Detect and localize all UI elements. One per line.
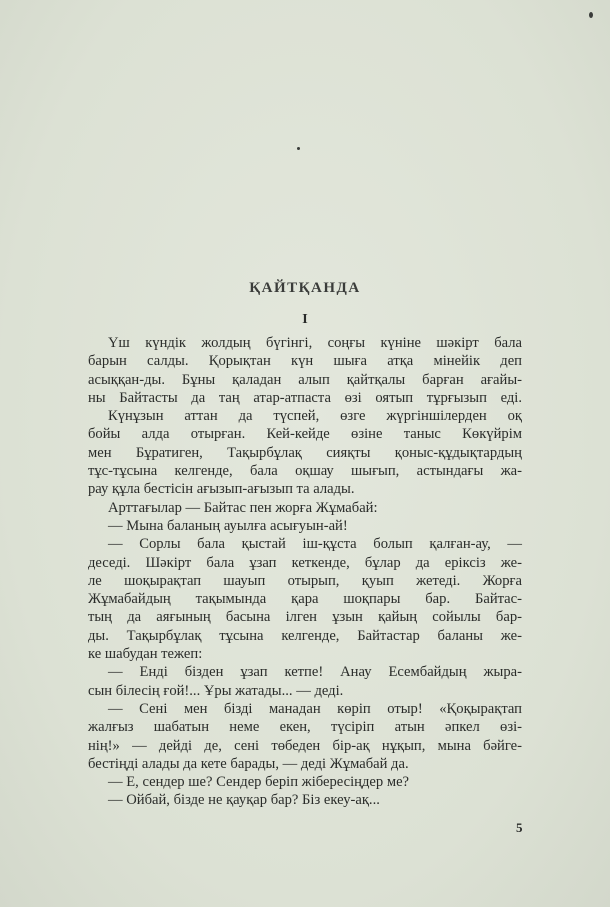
text-line: — Сені мен бізді манадан көріп отыр! «Қоқырақтап bbox=[108, 700, 522, 717]
body-text bbox=[88, 334, 522, 810]
chapter-title: ҚАЙТҚАНДА bbox=[249, 280, 361, 296]
text-line: деседі. Шәкірт бала ұзап кеткенде, бұлар да еріксіз же- bbox=[88, 554, 522, 571]
text-line: мен Бұратиген, Тақырбұлақ сияқты қоныс-құдықтардың bbox=[88, 444, 522, 461]
section-number: I bbox=[302, 312, 308, 327]
text-line: ны Байтасты да таң атар-атпаста өзі оятып тұрғызып еді. bbox=[88, 389, 522, 406]
text-line: тың да аяғының басына ілген ұзын қайың сойылы бар- bbox=[88, 609, 522, 626]
text-line: рау құла бестісін ағызып-ағызып та алады. bbox=[88, 481, 355, 498]
text-line: — Ойбай, бізде не қауқар бар? Біз екеу-ақ... bbox=[108, 792, 380, 809]
text-line: ды. Тақырбұлақ тұсына келгенде, Байтастар баланы же- bbox=[88, 627, 522, 644]
text-line: барын салды. Қорықтан күн шыға атқа мінейік деп bbox=[88, 353, 522, 370]
text-line: — Мына баланың ауылға асығуын-ай! bbox=[108, 517, 348, 534]
text-line: — Е, сендер ше? Сендер беріп жібересіңдер ме? bbox=[108, 774, 410, 791]
text-line: бойы алда отырған. Кей-кейде өзіне таныс Көкүйрім bbox=[88, 426, 522, 443]
text-line: жалғыз шабатын неме екен, түсіріп атын әпкел өзі- bbox=[88, 719, 522, 736]
text-line: Үш күндік жолдың бүгінгі, соңғы күніне шәкірт бала bbox=[108, 335, 522, 351]
text-line: — Енді бізден ұзап кетпе! Анау Есембайдың жыра- bbox=[108, 664, 522, 681]
scan-speck bbox=[297, 147, 300, 150]
text-line: нің!» — дейді де, сені төбеден бір-ақ нұқып, мына бәйге- bbox=[88, 737, 522, 754]
scan-speck bbox=[589, 12, 593, 18]
text-line: Арттағылар — Байтас пен жорға Жұмабай: bbox=[108, 499, 378, 516]
text-line: бестіңді алады да кете барады, — деді Жұмабай да. bbox=[88, 755, 409, 772]
text-line: ке шабудан тежеп: bbox=[88, 646, 203, 663]
page-number: 5 bbox=[516, 820, 523, 835]
text-line: тұс-тұсына келгенде, бала оқшау шығып, астындағы жа- bbox=[88, 463, 522, 480]
text-line: асыққан-ды. Бұны қаладан алып қайтқалы барған ағайы- bbox=[88, 371, 522, 388]
text-line: Күнұзын аттан да түспей, өзге жүргіншілерден оқ bbox=[108, 408, 522, 425]
text-line: ле шоқырақтап шауып отырып, қуып жетеді. Жорға bbox=[88, 572, 522, 589]
text-line: Жұмабайдың тақымында қара шоқпары бар. Байтас- bbox=[88, 591, 522, 608]
text-line: — Сорлы бала қыстай іш-құста болып қалған-ау, — bbox=[108, 536, 522, 553]
text-line: сын білесің ғой!... Ұры жатады... — деді. bbox=[88, 682, 344, 699]
